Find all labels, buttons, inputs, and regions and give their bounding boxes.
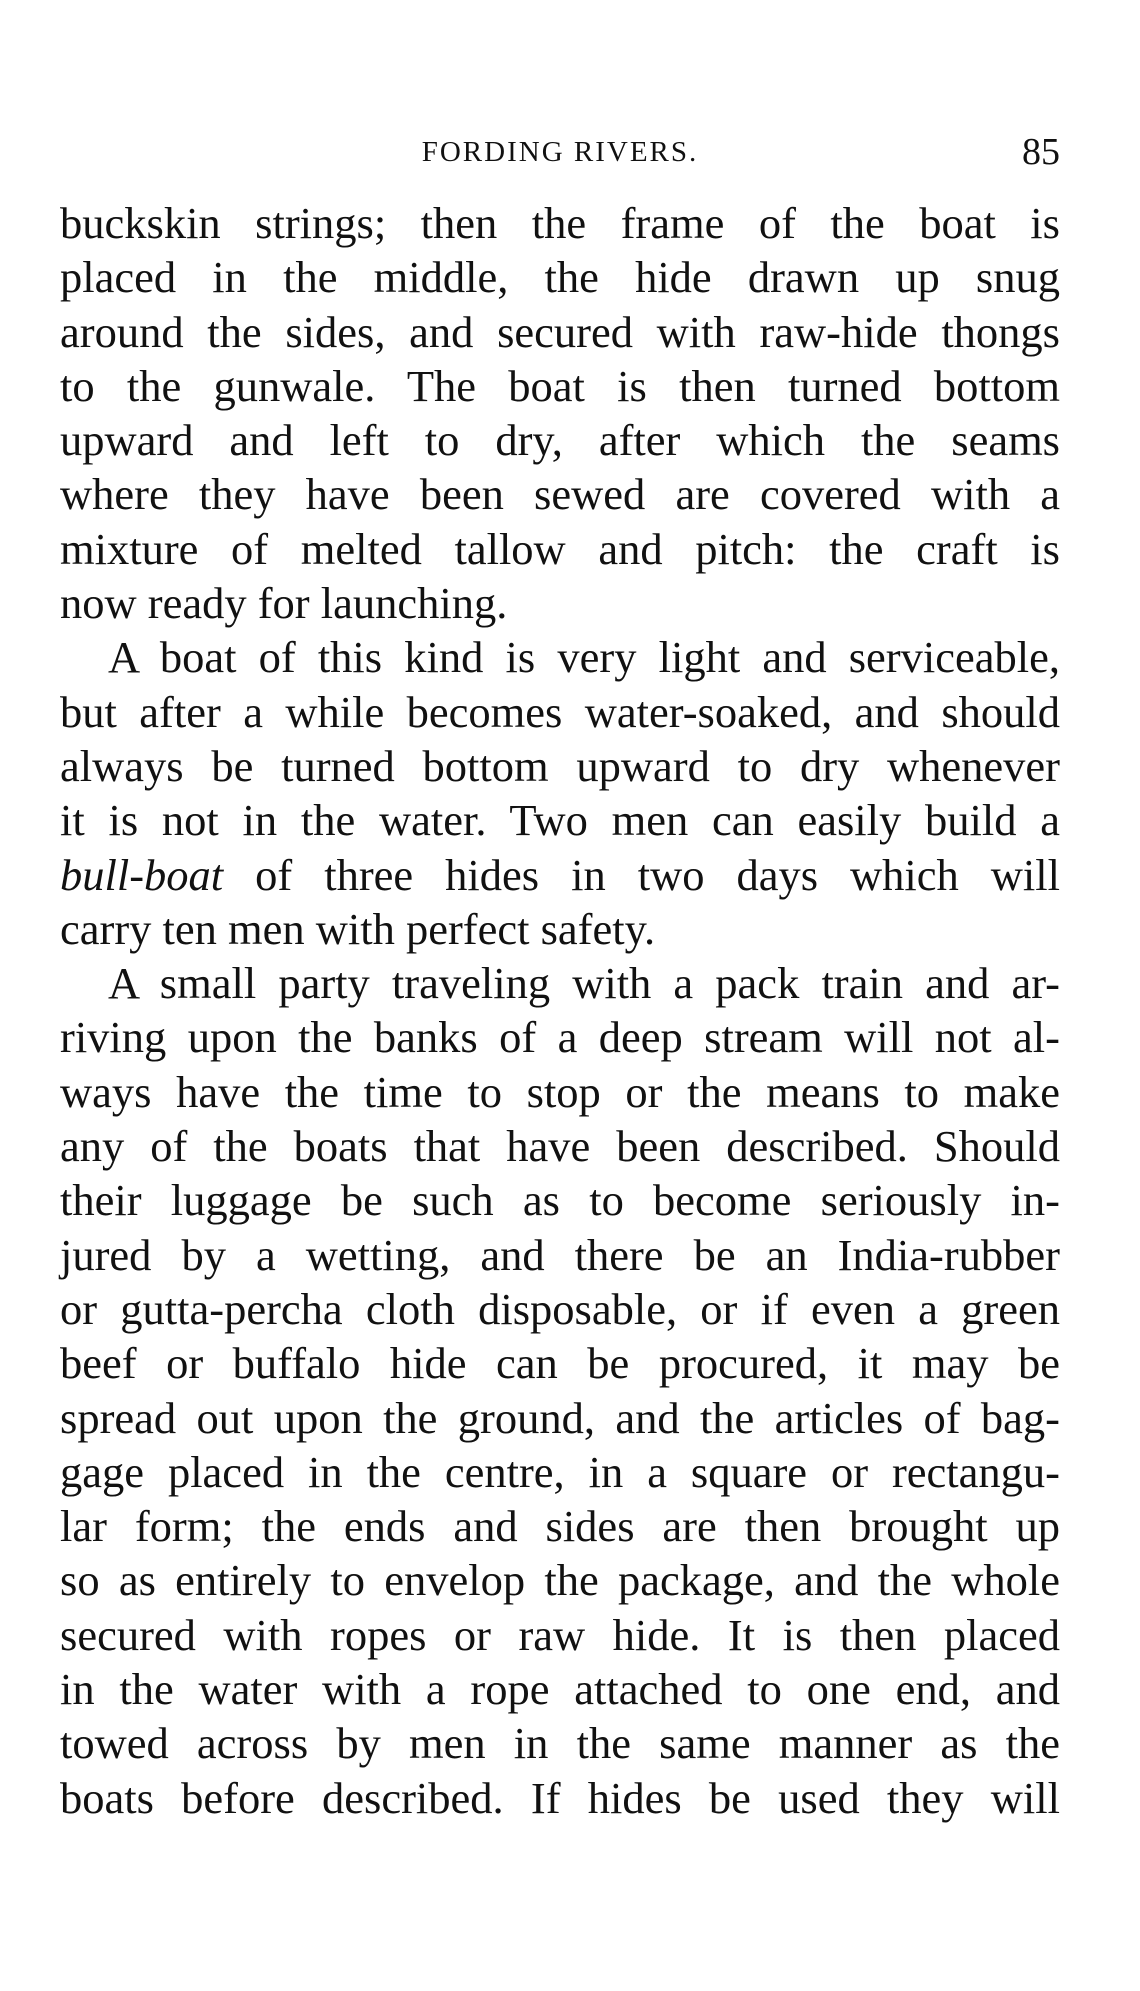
text-line: A boat of this kind is very light and serviceable,: [108, 632, 1060, 683]
text-line: now ready for launching.: [60, 578, 508, 629]
text-line: riving upon the banks of a deep stream will not al-: [60, 1012, 1060, 1063]
text-line: so as entirely to envelop the package, and the whole: [60, 1555, 1060, 1606]
paragraph: [60, 630, 1060, 956]
text-line: but after a while becomes water-soaked, and should: [60, 686, 1060, 737]
text-line: carry ten men with perfect safety.: [60, 903, 656, 954]
running-title: FORDING RIVERS.: [421, 136, 699, 168]
text-line: where they have been sewed are covered with a: [60, 469, 1060, 520]
text-line: ways have the time to stop or the means to make: [60, 1066, 1060, 1117]
text-line: beef or buffalo hide can be procured, it may be: [60, 1338, 1060, 1389]
text-line: secured with ropes or raw hide. It is then placed: [60, 1609, 1060, 1660]
text-line: bull-boat of three hides in two days which will: [60, 849, 1060, 900]
text-line: mixture of melted tallow and pitch: the craft is: [60, 523, 1060, 574]
page-number: 85: [1022, 131, 1060, 173]
text-line: around the sides, and secured with raw-hide thongs: [60, 306, 1060, 357]
text-line: jured by a wetting, and there be an India-rubber: [60, 1229, 1060, 1280]
text-line: it is not in the water. Two men can easily build a: [60, 795, 1060, 846]
text-line: gage placed in the centre, in a square or rectangu-: [60, 1446, 1060, 1497]
text-line: to the gunwale. The boat is then turned bottom: [60, 360, 1060, 411]
text-line: or gutta-percha cloth disposable, or if even a green: [60, 1283, 1060, 1334]
text-line: lar form; the ends and sides are then brought up: [60, 1501, 1060, 1552]
text-line: placed in the middle, the hide drawn up snug: [60, 252, 1060, 303]
text-line: boats before described. If hides be used they will: [60, 1772, 1060, 1823]
italic-term: bull-boat: [60, 849, 224, 900]
text-line: upward and left to dry, after which the seams: [60, 415, 1060, 466]
paragraph: [60, 196, 1060, 630]
body-text: [60, 196, 1060, 1825]
text-line: always be turned bottom upward to dry whenever: [60, 740, 1060, 791]
text-line: towed across by men in the same manner as the: [60, 1718, 1060, 1769]
text-line: their luggage be such as to become seriously in-: [60, 1175, 1060, 1226]
text-line: in the water with a rope attached to one end, and: [60, 1664, 1060, 1715]
text-line: spread out upon the ground, and the articles of bag-: [60, 1392, 1060, 1443]
text-line: buckskin strings; then the frame of the boat is: [60, 198, 1060, 248]
paragraph: [60, 956, 1060, 1825]
book-page: [60, 130, 1060, 1825]
text-line: any of the boats that have been described. Should: [60, 1121, 1060, 1172]
text-line: A small party traveling with a pack train and ar-: [108, 958, 1060, 1009]
running-head: [60, 130, 1060, 180]
